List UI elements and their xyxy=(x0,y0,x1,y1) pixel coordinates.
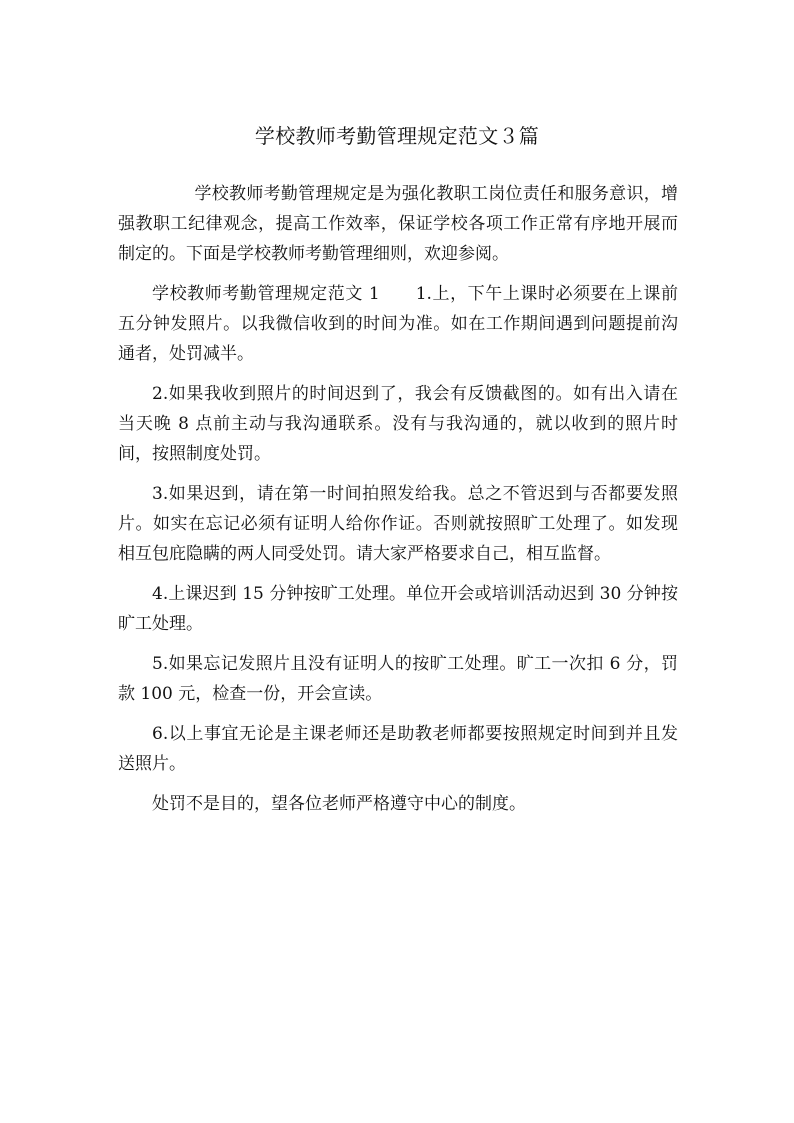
rule-item-3: 3.如果迟到，请在第一时间拍照发给我。总之不管迟到与否都要发照片。如实在忘记必须有证明人给你作证。否则就按照旷工处理了。如发现相互包庇隐瞒的两人同受处罚。请大家严格要求自己，相互监督。 xyxy=(118,484,678,564)
intro-paragraph: 学校教师考勤管理规定是为强化教职工岗位责任和服务意识，增强教职工纪律观念，提高工作效率，保证学校各项工作正常有序地开展而制定的。下面是学校教师考勤管理细则，欢迎参阅。 xyxy=(118,184,678,264)
rule-item-6: 6.以上事宜无论是主课老师还是助教老师都要按照规定时间到并且发送照片。 xyxy=(118,724,678,774)
section-first-paragraph xyxy=(118,279,678,369)
document-body xyxy=(118,179,678,829)
rule-item-1: 1.上，下午上课时必须要在上课前五分钟发照片。以我微信收到的时间为准。如在工作期间遇到问题提前沟通者，处罚减半。 xyxy=(118,284,678,364)
rule-item-2: 2.如果我收到照片的时间迟到了，我会有反馈截图的。如有出入请在当天晚 8 点前主动与我沟通联系。没有与我沟通的，就以收到的照片时间，按照制度处罚。 xyxy=(118,384,678,464)
section-heading: 学校教师考勤管理规定范文 1 xyxy=(152,284,380,304)
rule-item-5: 5.如果忘记发照片且没有证明人的按旷工处理。旷工一次扣 6 分，罚款 100 元，检查一份，开会宣读。 xyxy=(118,654,678,704)
rule-item-4: 4.上课迟到 15 分钟按旷工处理。单位开会或培训活动迟到 30 分钟按旷工处理。 xyxy=(118,584,678,634)
document-title: 学校教师考勤管理规定范文３篇 xyxy=(254,124,540,148)
closing-paragraph: 处罚不是目的，望各位老师严格遵守中心的制度。 xyxy=(152,794,526,814)
